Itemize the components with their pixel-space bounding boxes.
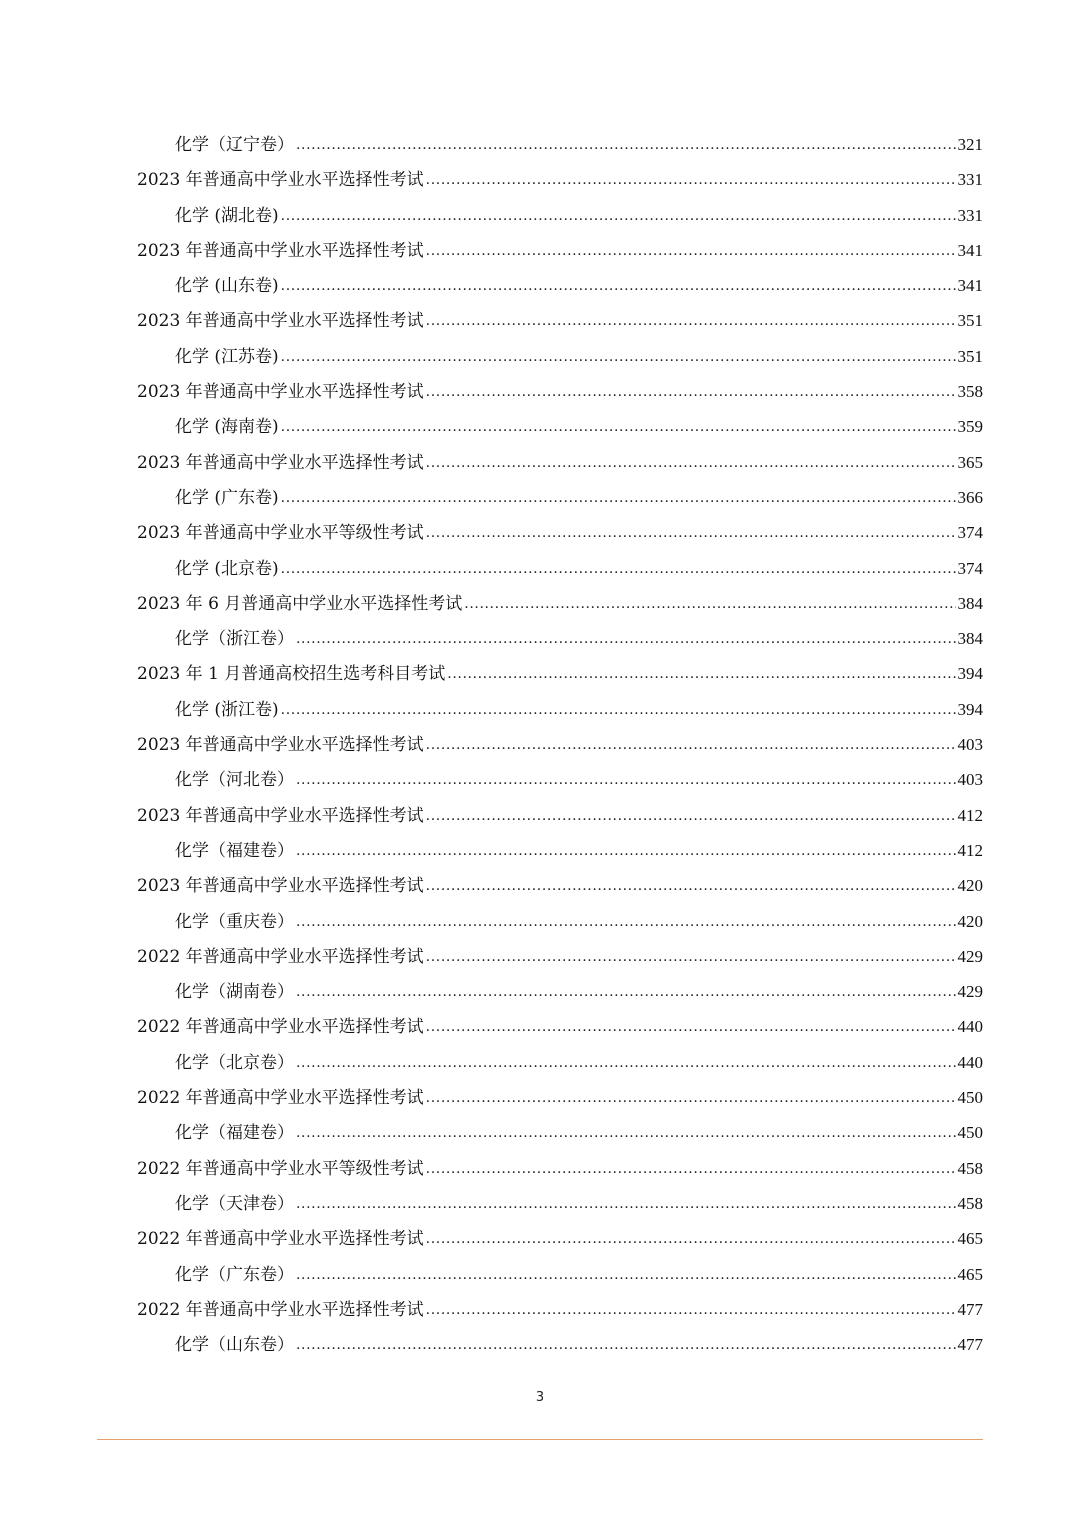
toc-entry-page-number: 384	[957, 593, 983, 613]
toc-entry-title: 2023 年 1 月普通高校招生选考科目考试	[137, 664, 446, 685]
dot-leader	[281, 199, 956, 234]
toc-entry-exam[interactable]	[137, 374, 983, 409]
dot-leader	[281, 481, 956, 516]
toc-entry-page-number: 384	[957, 629, 983, 649]
toc-entry-page-number: 403	[957, 735, 983, 755]
toc-entry-title: 化学（浙江卷）	[175, 629, 294, 650]
toc-entry-subject[interactable]	[137, 833, 983, 868]
dot-leader	[281, 340, 956, 375]
dot-leader	[426, 869, 956, 904]
toc-entry-exam[interactable]	[137, 656, 983, 691]
table-of-contents	[137, 127, 983, 1362]
dot-leader	[296, 622, 956, 657]
toc-entry-page-number: 351	[957, 311, 983, 331]
toc-entry-page-number: 412	[957, 840, 983, 860]
dot-leader	[426, 728, 956, 763]
toc-entry-page-number: 365	[957, 452, 983, 472]
dot-leader	[426, 1293, 956, 1328]
toc-entry-page-number: 458	[957, 1193, 983, 1213]
toc-entry-title: 2023 年 6 月普通高中学业水平选择性考试	[137, 593, 463, 614]
toc-entry-page-number: 477	[957, 1299, 983, 1319]
toc-entry-subject[interactable]	[137, 1045, 983, 1080]
dot-leader	[296, 763, 956, 798]
toc-entry-page-number: 420	[957, 876, 983, 896]
toc-entry-subject[interactable]	[137, 762, 983, 797]
dot-leader	[296, 1328, 956, 1363]
toc-entry-exam[interactable]	[137, 303, 983, 338]
toc-entry-page-number: 465	[957, 1229, 983, 1249]
toc-entry-exam[interactable]	[137, 445, 983, 480]
toc-entry-title: 2023 年普通高中学业水平选择性考试	[137, 452, 424, 473]
toc-entry-title: 化学 (浙江卷)	[175, 699, 279, 720]
toc-entry-title: 2023 年普通高中学业水平等级性考试	[137, 523, 424, 544]
dot-leader	[426, 940, 956, 975]
toc-entry-page-number: 341	[957, 276, 983, 296]
toc-entry-subject[interactable]	[137, 551, 983, 586]
footer-rule	[97, 1439, 983, 1440]
toc-entry-title: 2022 年普通高中学业水平选择性考试	[137, 1229, 424, 1250]
toc-entry-title: 化学（天津卷）	[175, 1193, 294, 1214]
toc-entry-subject[interactable]	[137, 480, 983, 515]
dot-leader	[426, 1152, 956, 1187]
toc-entry-title: 化学（福建卷）	[175, 840, 294, 861]
toc-entry-page-number: 458	[957, 1158, 983, 1178]
toc-entry-exam[interactable]	[137, 586, 983, 621]
toc-entry-page-number: 358	[957, 382, 983, 402]
dot-leader	[426, 799, 956, 834]
dot-leader	[426, 234, 956, 269]
toc-entry-title: 化学（北京卷）	[175, 1052, 294, 1073]
toc-entry-title: 化学 (山东卷)	[175, 276, 279, 297]
toc-entry-page-number: 374	[957, 523, 983, 543]
toc-entry-page-number: 477	[957, 1335, 983, 1355]
toc-entry-page-number: 366	[957, 487, 983, 507]
toc-entry-title: 化学 (北京卷)	[175, 558, 279, 579]
toc-entry-page-number: 429	[957, 982, 983, 1002]
toc-entry-page-number: 465	[957, 1264, 983, 1284]
toc-entry-exam[interactable]	[137, 162, 983, 197]
dot-leader	[296, 905, 956, 940]
toc-entry-title: 化学（湖南卷）	[175, 982, 294, 1003]
toc-entry-exam[interactable]	[137, 727, 983, 762]
toc-entry-exam[interactable]	[137, 868, 983, 903]
toc-entry-page-number: 403	[957, 770, 983, 790]
toc-entry-exam[interactable]	[137, 1009, 983, 1044]
dot-leader	[464, 587, 955, 622]
dot-leader	[426, 1222, 956, 1257]
toc-entry-title: 化学 (江苏卷)	[175, 346, 279, 367]
dot-leader	[296, 1116, 956, 1151]
toc-entry-subject[interactable]	[137, 339, 983, 374]
toc-entry-page-number: 394	[957, 664, 983, 684]
toc-entry-page-number: 351	[957, 346, 983, 366]
dot-leader	[281, 410, 956, 445]
toc-entry-subject[interactable]	[137, 127, 983, 162]
dot-leader	[281, 269, 956, 304]
toc-entry-exam[interactable]	[137, 1151, 983, 1186]
toc-entry-subject[interactable]	[137, 974, 983, 1009]
dot-leader	[426, 1081, 956, 1116]
toc-entry-exam[interactable]	[137, 1080, 983, 1115]
dot-leader	[281, 693, 956, 728]
toc-entry-title: 2023 年普通高中学业水平选择性考试	[137, 876, 424, 897]
toc-entry-page-number: 412	[957, 805, 983, 825]
toc-entry-title: 化学（广东卷）	[175, 1264, 294, 1285]
toc-entry-page-number: 321	[957, 135, 983, 154]
toc-entry-subject[interactable]	[137, 268, 983, 303]
toc-entry-title: 2022 年普通高中学业水平选择性考试	[137, 1017, 424, 1038]
toc-entry-page-number: 374	[957, 558, 983, 578]
toc-entry-page-number: 440	[957, 1017, 983, 1037]
toc-entry-subject[interactable]	[137, 1186, 983, 1221]
toc-entry-title: 化学 (广东卷)	[175, 487, 279, 508]
dot-leader	[296, 975, 956, 1010]
toc-entry-subject[interactable]	[137, 621, 983, 656]
dot-leader	[296, 1258, 956, 1293]
toc-entry-page-number: 450	[957, 1088, 983, 1108]
toc-entry-title: 2023 年普通高中学业水平选择性考试	[137, 805, 424, 826]
dot-leader	[296, 1187, 956, 1222]
dot-leader	[426, 1010, 956, 1045]
toc-entry-subject[interactable]	[137, 409, 983, 444]
toc-entry-page-number: 429	[957, 946, 983, 966]
toc-entry-page-number: 341	[957, 240, 983, 260]
dot-leader	[296, 128, 956, 163]
toc-entry-page-number: 440	[957, 1052, 983, 1072]
toc-entry-title: 化学（山东卷）	[175, 1335, 294, 1356]
toc-entry-title: 化学（重庆卷）	[175, 911, 294, 932]
dot-leader	[296, 1046, 956, 1081]
toc-entry-title: 2022 年普通高中学业水平选择性考试	[137, 946, 424, 967]
toc-entry-subject[interactable]	[137, 692, 983, 727]
toc-entry-subject[interactable]	[137, 1115, 983, 1150]
dot-leader	[426, 304, 956, 339]
toc-entry-page-number: 450	[957, 1123, 983, 1143]
dot-leader	[281, 552, 956, 587]
dot-leader	[296, 834, 956, 869]
toc-entry-exam[interactable]	[137, 798, 983, 833]
toc-entry-subject[interactable]	[137, 1327, 983, 1362]
toc-entry-title: 化学（辽宁卷）	[175, 135, 294, 155]
toc-entry-title: 化学（河北卷）	[175, 770, 294, 791]
toc-entry-title: 化学 (海南卷)	[175, 417, 279, 438]
toc-entry-subject[interactable]	[137, 1257, 983, 1292]
toc-entry-exam[interactable]	[137, 1221, 983, 1256]
dot-leader	[426, 375, 956, 410]
dot-leader	[426, 446, 956, 481]
toc-entry-title: 2023 年普通高中学业水平选择性考试	[137, 240, 424, 261]
toc-entry-page-number: 331	[957, 170, 983, 190]
toc-entry-subject[interactable]	[137, 198, 983, 233]
toc-entry-page-number: 359	[957, 417, 983, 437]
toc-entry-title: 2023 年普通高中学业水平选择性考试	[137, 382, 424, 403]
toc-entry-exam[interactable]	[137, 939, 983, 974]
toc-entry-title: 2022 年普通高中学业水平等级性考试	[137, 1158, 424, 1179]
toc-entry-exam[interactable]	[137, 233, 983, 268]
toc-entry-exam[interactable]	[137, 1292, 983, 1327]
page-number: 3	[535, 1390, 545, 1405]
toc-entry-page-number: 420	[957, 911, 983, 931]
dot-leader	[447, 657, 955, 692]
toc-entry-title: 2023 年普通高中学业水平选择性考试	[137, 311, 424, 332]
dot-leader	[426, 163, 956, 198]
toc-entry-title: 2022 年普通高中学业水平选择性考试	[137, 1299, 424, 1320]
toc-entry-title: 2022 年普通高中学业水平选择性考试	[137, 1088, 424, 1109]
toc-entry-title: 化学 (湖北卷)	[175, 205, 279, 226]
dot-leader	[426, 516, 956, 551]
toc-entry-exam[interactable]	[137, 515, 983, 550]
toc-entry-subject[interactable]	[137, 904, 983, 939]
toc-entry-page-number: 331	[957, 205, 983, 225]
toc-entry-title: 化学（福建卷）	[175, 1123, 294, 1144]
toc-entry-page-number: 394	[957, 699, 983, 719]
toc-entry-title: 2023 年普通高中学业水平选择性考试	[137, 735, 424, 756]
toc-entry-title: 2023 年普通高中学业水平选择性考试	[137, 170, 424, 191]
